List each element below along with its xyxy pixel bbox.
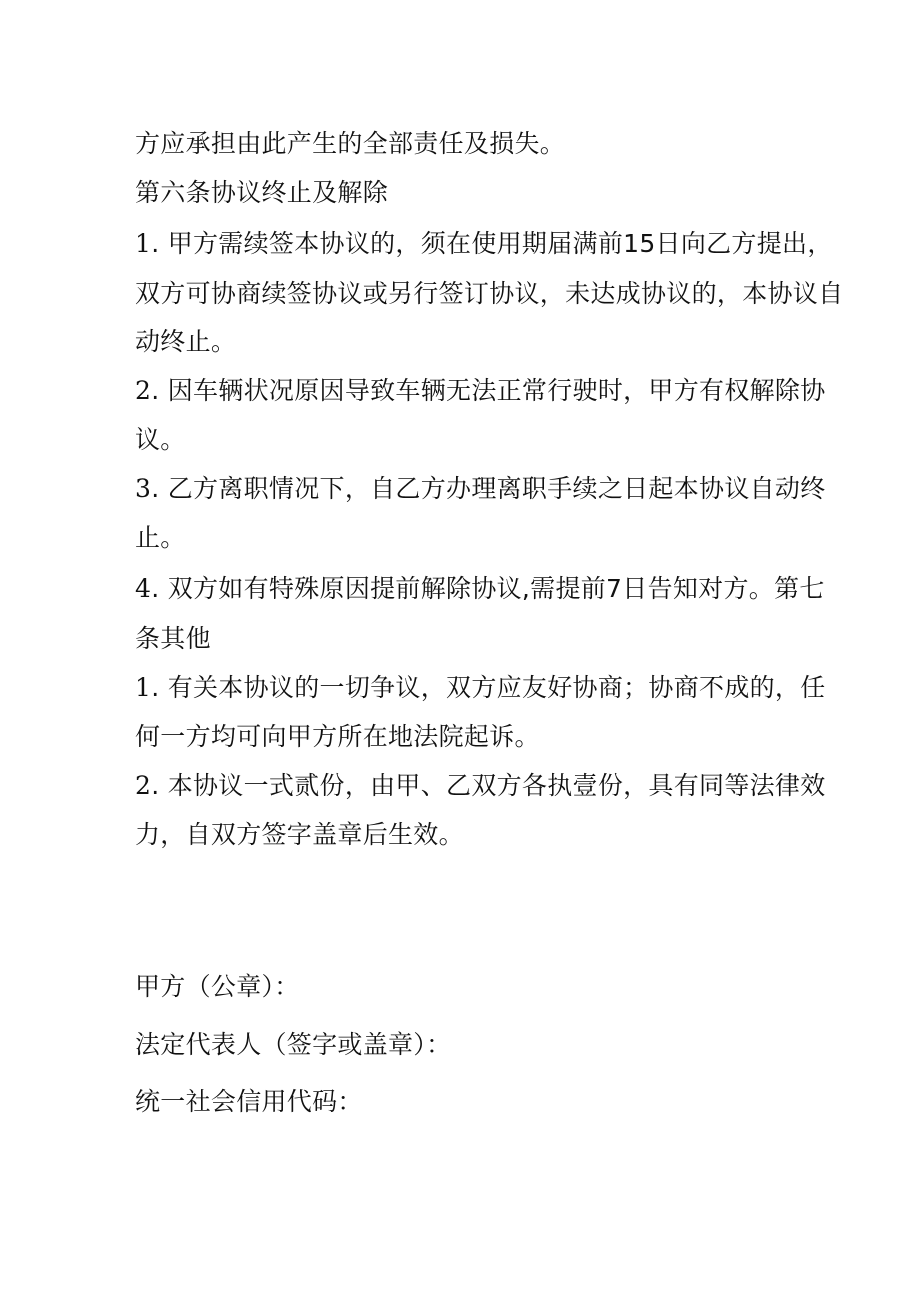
- party-a-seal-label: 甲方（公章）：: [135, 972, 300, 1001]
- item-number: 2: [135, 771, 152, 800]
- article-7-item-1-line-2: 何一方均可向甲方所在地法院起诉。: [135, 722, 540, 751]
- item-number: 4: [135, 574, 152, 603]
- article-7-item-2-line-2: 力，自双方签字盖章后生效。: [135, 820, 464, 849]
- item-number: 1: [135, 673, 152, 702]
- article-6-item-1-line-1: 1. 甲方需续签本协议的，须在使用期届满前15日向乙方提出，: [135, 229, 833, 258]
- item-number: 2: [135, 376, 152, 405]
- continuation-text: 方应承担由此产生的全部责任及损失。: [135, 129, 566, 158]
- article-6-item-3-line-2: 止。: [135, 523, 186, 552]
- article-6-item-2-line-2: 议。: [135, 425, 186, 454]
- article-6-heading: 第六条协议终止及解除: [135, 178, 389, 207]
- item-number: 3: [135, 474, 152, 503]
- article-7-item-2-line-1: 2. 本协议一式贰份，由甲、乙双方各执壹份，具有同等法律效: [135, 771, 826, 800]
- legal-representative-label: 法定代表人（签字或盖章）：: [135, 1030, 452, 1059]
- article-7-item-1-line-1: 1. 有关本协议的一切争议，双方应友好协商；协商不成的，任: [135, 673, 826, 702]
- item-number: 1: [135, 229, 152, 258]
- article-6-item-1-line-3: 动终止。: [135, 327, 237, 356]
- article-6-item-3-line-1: 3. 乙方离职情况下，自乙方办理离职手续之日起本协议自动终: [135, 474, 826, 503]
- article-6-item-4-line-1: 4. 双方如有特殊原因提前解除协议,需提前7日告知对方。第七: [135, 574, 825, 603]
- article-6-item-1-line-2: 双方可协商续签协议或另行签订协议，未达成协议的，本协议自: [135, 279, 844, 308]
- article-6-item-4-line-2: 条其他: [135, 624, 211, 653]
- article-6-item-2-line-1: 2. 因车辆状况原因导致车辆无法正常行驶时，甲方有权解除协: [135, 376, 826, 405]
- credit-code-label: 统一社会信用代码：: [135, 1087, 363, 1116]
